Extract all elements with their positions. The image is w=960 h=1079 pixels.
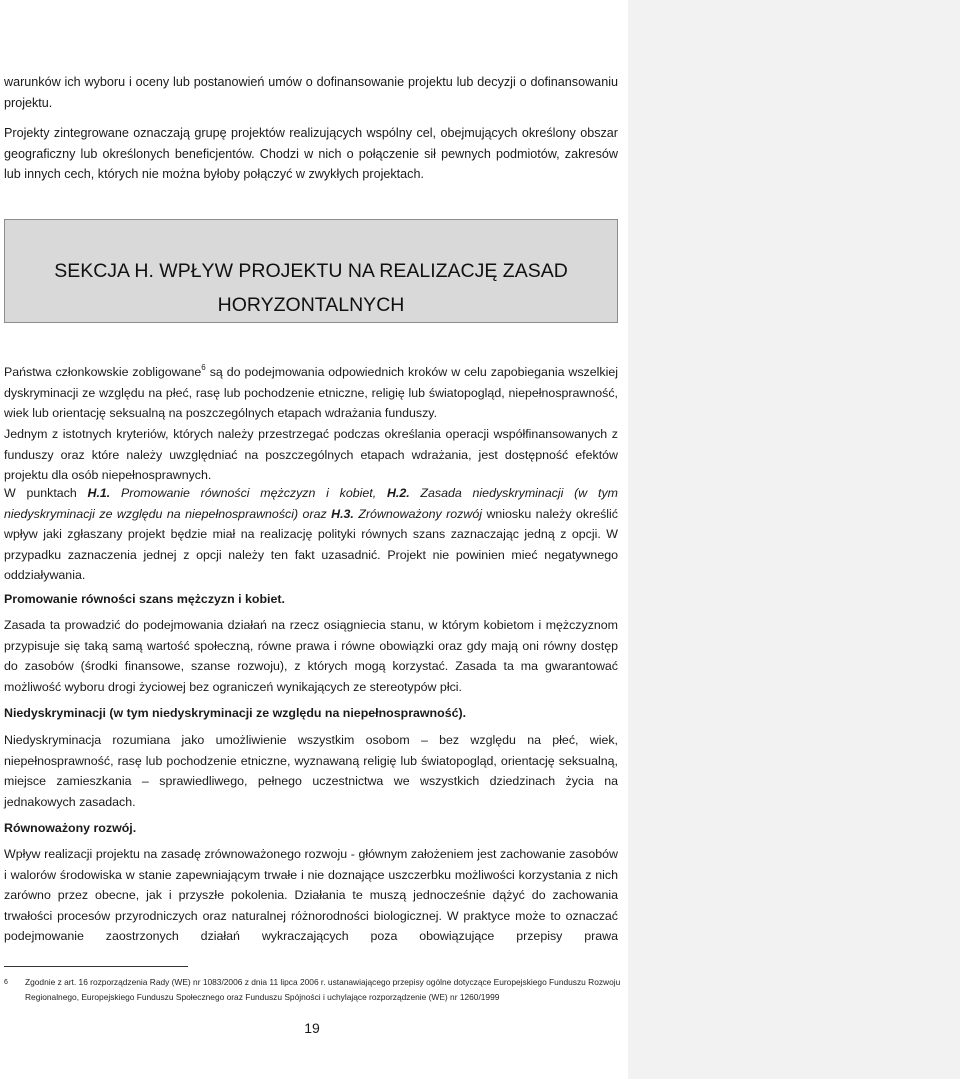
paragraph-sustainable: Wpływ realizacji projektu na zasadę zrównoważonego rozwoju - głównym założeniem jest zachowanie zasobów i walorów środowiska w stanie zapewniającym trwałe i nie doznające uszczerbku możliwości korzystania z nich zarówno przez obecne, jak i przyszłe pokolenia. Działania te muszą jednocześnie dążyć do zachowania trwałości procesów przyrodniczych oraz naturalnej różnorodności biologicznej. W praktyce może to oznaczać podejmowanie zaostrzonych działań wykraczających poza obowiązujące przepisy prawa bbox=[4, 847, 618, 943]
point-h2-title: Zasada niedyskryminacji (w tym niedyskryminacji ze względu na niepełnosprawności) oraz bbox=[4, 486, 618, 521]
footnote-reference[interactable]: 6 bbox=[201, 363, 206, 372]
heading-sustainable bbox=[4, 818, 618, 839]
footnote bbox=[4, 975, 622, 1005]
heading-equality bbox=[4, 589, 618, 610]
integrated-projects-definition: Projekty zintegrowane oznaczają grupę projektów realizujących wspólny cel, obejmujących określony obszar geograficzny lub określonych beneficjentów. bbox=[4, 126, 618, 161]
paragraph-criteria: Jednym z istotnych kryteriów, których należy przestrzegać podczas określania operacji współfinansowanych z funduszy oraz które należy uwzględniać na poszczególnych etapach wdrażania, jest dostępność efektów projektu dla osób niepełnosprawnych. bbox=[4, 427, 618, 482]
footnote-text: Zgodnie z art. 16 rozporządzenia Rady (WE) nr 1083/2006 z dnia 11 lipca 2006 r. ustanawiającego przepisy ogólne dotyczące Europejskiego Funduszu Rozwoju Regionalnego, Europejskiego Funduszu Społecznego oraz Funduszu Spójności i uchylające rozporządzenie (WE) nr 1260/1999 bbox=[25, 977, 621, 1002]
point-h1-code: H.1. bbox=[87, 486, 111, 500]
page-number: 19 bbox=[304, 1020, 320, 1036]
heading-nondiscrimination bbox=[4, 703, 618, 724]
section-title-line2: HORYZONTALNYCH bbox=[217, 294, 405, 316]
footnote-number: 6 bbox=[4, 979, 8, 986]
point-h3-title: Zrównoważony rozwój bbox=[353, 506, 482, 521]
integrated-projects-explanation: Chodzi w nich o połączenie sił pewnych podmiotów, zakresów lub innych cech, których nie można byłoby połączyć w zwykłych projektach. bbox=[4, 146, 618, 181]
comment-margin-panel bbox=[628, 0, 960, 1079]
points-rest: wniosku należy określić wpływ jaki zgłaszany projekt będzie miał na realizację polityki równych szans zaznaczając jedną z opcji. W przypadku zaznaczenia jednej z opcji należy ten fakt uzasadnić. Projekt nie powinien mieć negatywnego oddziaływania. bbox=[4, 506, 618, 582]
heading-equality-text: Promowanie równości szans mężczyzn i kobiet. bbox=[4, 592, 285, 606]
paragraph-member-states bbox=[4, 362, 618, 424]
point-h1-title: Promowanie równości mężczyzn i kobiet, bbox=[110, 486, 387, 500]
intro-text-end: są do podejmowania odpowiednich kroków w celu zapobiegania wszelkiej dyskryminacji ze względu na płeć, rasę lub pochodzenie etniczne, religię lub światopogląd, niepełnosprawność, wiek lub orientację seksualną na poszczególnych etapach wdrażania funduszy. bbox=[4, 365, 618, 420]
intro-text-start: Państwa członkowskie zobligowane bbox=[4, 365, 202, 379]
section-h-header bbox=[4, 219, 618, 323]
points-lead: W punktach bbox=[4, 486, 88, 500]
section-title bbox=[5, 254, 617, 322]
paragraph-equality: Zasada ta prowadzić do podejmowania działań na rzecz osiągniecia stanu, w którym kobietom i mężczyznom przypisuje się taką samą wartość społeczną, równe prawa i równe obowiązki oraz gdy mają oni równy dostęp do zasobów (środki finansowe, szanse rozwoju), z których mogą korzystać. Zasada ta ma gwarantować możliwość wyboru drogi życiowej bez ograniczeń wynikających ze stereotypów płci. bbox=[4, 618, 618, 694]
heading-sustainable-text: Równoważony rozwój. bbox=[4, 821, 137, 835]
footnote-separator bbox=[4, 966, 188, 967]
section-title-line1: SEKCJA H. WPŁYW PROJEKTU NA REALIZACJĘ ZASAD bbox=[54, 260, 568, 282]
point-h3-code: H.3. bbox=[331, 506, 354, 521]
paragraph-integrated-projects bbox=[4, 123, 618, 185]
point-h2-code: H.2. bbox=[386, 486, 410, 500]
heading-nondiscrimination-text: Niedyskryminacji (w tym niedyskryminacji ze względu na niepełnosprawność). bbox=[4, 706, 467, 720]
paragraph-award-conditions: warunków ich wyboru i oceny lub postanowień umów o dofinansowanie projektu lub decyzji o dofinansowaniu projektu. bbox=[4, 75, 618, 110]
paragraph-nondiscrimination: Niedyskryminacja rozumiana jako umożliwienie wszystkim osobom – bez względu na płeć, wiek, niepełnosprawność, rasę lub pochodzenie etniczne, wyznawaną religię lub światopogląd, orientację seksualną, miejsce zamieszkania – sprawiedliwego, pełnego uczestnictwa we wszystkich dziedzinach życia na jednakowych zasadach. bbox=[4, 733, 618, 809]
paragraph-points bbox=[4, 483, 618, 586]
